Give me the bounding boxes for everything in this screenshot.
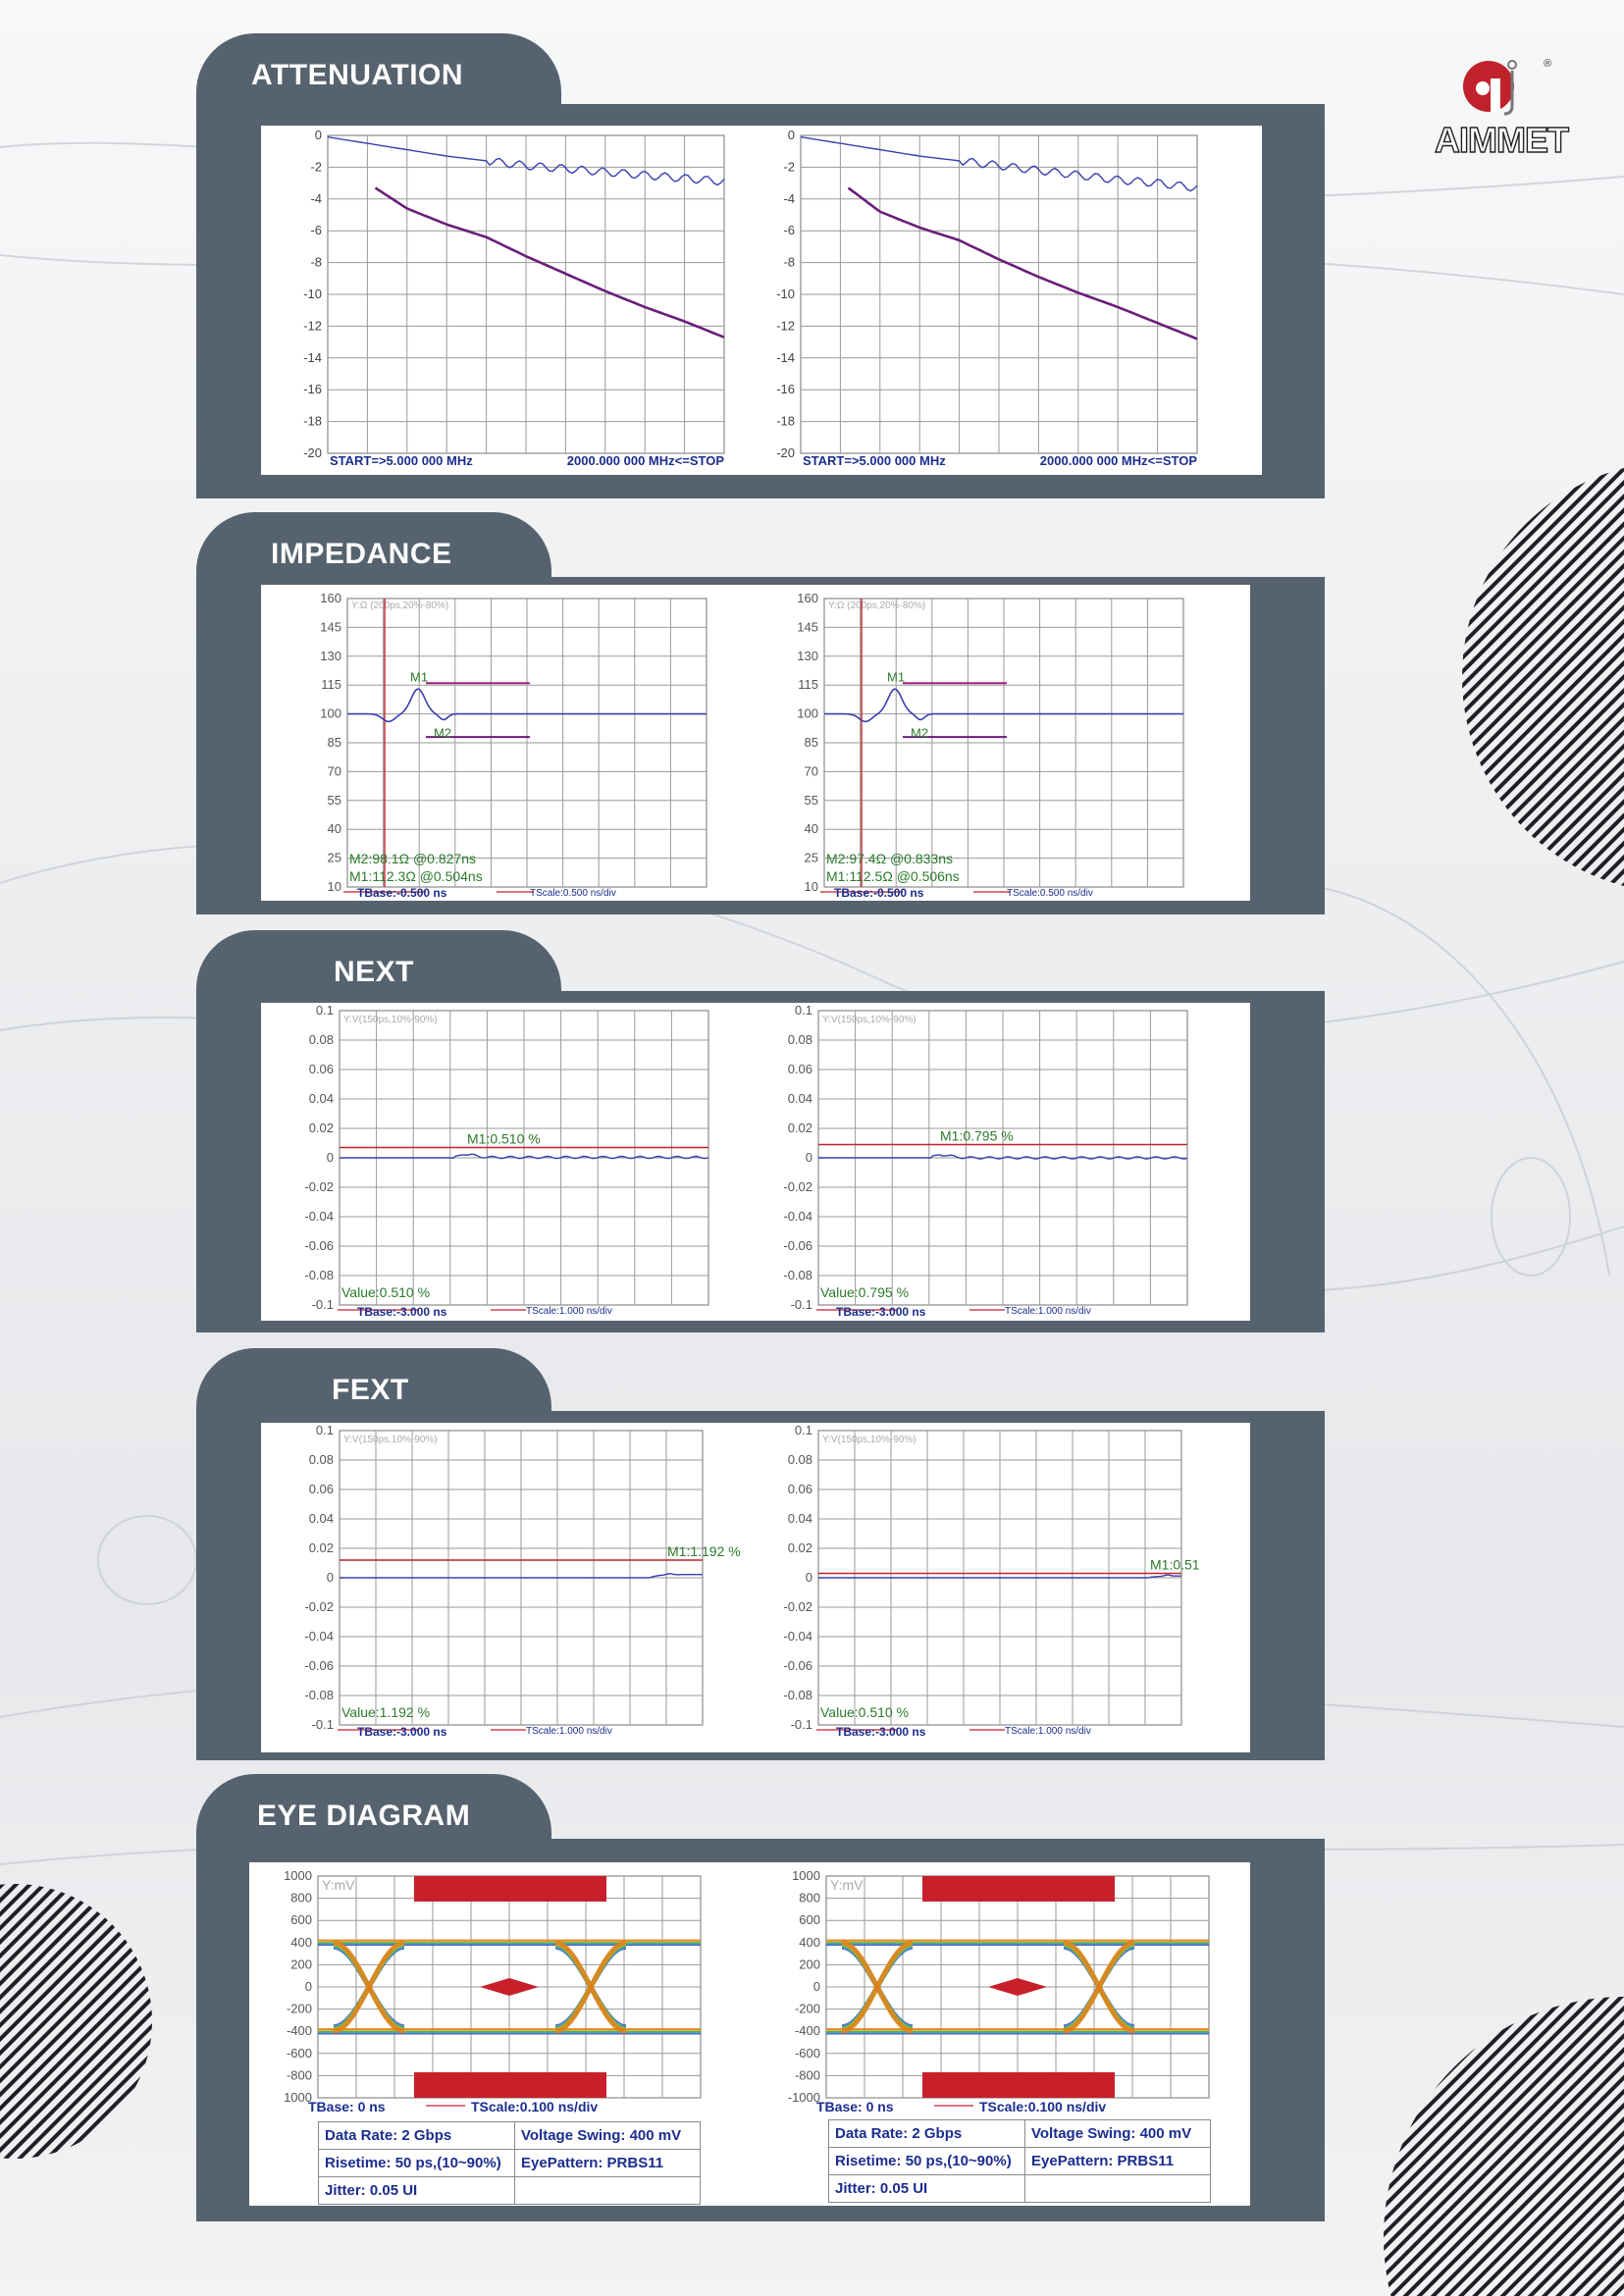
tscale-label: TScale:0.100 ns/div	[471, 2099, 599, 2114]
aimmet-logo	[1418, 49, 1585, 162]
y-tick-label: -0.02	[783, 1179, 812, 1194]
tbase-label: TBase:-3.000 ns	[357, 1305, 447, 1319]
marker-readout: M1:0.795 %	[940, 1127, 1014, 1144]
y-tick-label: 0	[812, 1979, 820, 1994]
marker-2-readout: M2:97.4Ω @0.833ns	[826, 851, 953, 866]
tscale-label: TScale:0.500 ns/div	[530, 888, 616, 899]
axis-header: Y:V(150ps,10%-90%)	[343, 1435, 438, 1445]
marker-2-label: M2	[911, 725, 929, 741]
jitter-value: 0.05 UI	[369, 2182, 418, 2199]
y-tick-label: 145	[797, 619, 818, 635]
y-tick-label: -0.06	[783, 1238, 812, 1253]
y-tick-label: -0.04	[783, 1629, 812, 1644]
eye-diagram-panel	[196, 1839, 1325, 2221]
y-tick-label: 800	[290, 1890, 312, 1905]
y-tick-label: 600	[290, 1912, 312, 1928]
y-tick-label: 200	[799, 1957, 820, 1972]
fext-section	[196, 1348, 1325, 1760]
y-tick-label: 0.04	[308, 1091, 334, 1106]
eyepattern-value: PRBS11	[1117, 2153, 1175, 2169]
y-tick-label: -0.04	[304, 1209, 334, 1224]
y-tick-label: 0.02	[308, 1121, 334, 1135]
y-tick-label: 160	[797, 591, 818, 605]
y-tick-label: -0.08	[304, 1268, 334, 1282]
y-tick-label: -6	[783, 223, 795, 238]
y-tick-label: -0.06	[304, 1658, 334, 1673]
axis-header: Y:V(150ps,10%-90%)	[343, 1015, 438, 1025]
data-rate-label: Data Rate:	[835, 2125, 909, 2142]
y-tick-label: 130	[797, 648, 818, 663]
impedance-section	[196, 512, 1325, 914]
y-tick-label: 100	[797, 705, 818, 721]
y-tick-label: 0.08	[308, 1032, 334, 1047]
y-tick-label: 85	[804, 735, 818, 750]
eye-params-table-right	[828, 2119, 1211, 2203]
tscale-label: TScale:1.000 ns/div	[1005, 1726, 1091, 1737]
value-readout: Value:0.510 %	[341, 1284, 431, 1300]
y-tick-label: 160	[320, 591, 341, 605]
y-tick-label: 115	[798, 677, 818, 693]
eye-mask-bottom	[922, 2072, 1115, 2098]
y-tick-label: -18	[776, 413, 795, 429]
y-tick-label: -8	[783, 254, 795, 270]
y-tick-label: -0.1	[790, 1297, 812, 1312]
axis-header: Y:Ω (200ps,20%-80%)	[351, 600, 449, 611]
jitter-label: Jitter:	[325, 2182, 366, 2199]
y-tick-label: 70	[804, 763, 818, 779]
y-tick-label: -8	[310, 254, 322, 270]
section-title: NEXT	[196, 930, 561, 1009]
axis-label: Y:mV	[830, 1877, 864, 1893]
y-tick-label: 0	[805, 1150, 812, 1165]
y-tick-label: 100	[320, 705, 341, 721]
tbase-label: TBase:-0.500 ns	[834, 886, 924, 900]
y-tick-label: 0.04	[787, 1091, 812, 1106]
y-tick-label: 600	[799, 1912, 820, 1928]
y-tick-label: -0.04	[783, 1209, 812, 1224]
risetime-value: 50 ps,(10~90%)	[905, 2153, 1012, 2169]
y-tick-label: -14	[303, 349, 322, 365]
tbase-label: TBase:-3.000 ns	[357, 1725, 447, 1739]
marker-readout: M1:0.51	[1150, 1556, 1200, 1573]
y-tick-label: 1000	[792, 1868, 820, 1883]
y-tick-label: 115	[321, 677, 341, 693]
y-tick-label: -0.02	[304, 1599, 334, 1614]
next-section	[196, 930, 1325, 1332]
eye-mask-bottom	[414, 2072, 606, 2098]
y-tick-label: 10	[327, 879, 341, 894]
y-tick-label: 1000	[284, 1868, 312, 1883]
svg-text:®: ®	[1544, 58, 1552, 70]
y-tick-label: -20	[776, 445, 795, 460]
jitter-value: 0.05 UI	[879, 2180, 928, 2197]
y-tick-label: 0.08	[308, 1452, 334, 1467]
marker-1-readout: M1:112.5Ω @0.506ns	[826, 868, 960, 884]
y-tick-label: 0.02	[787, 1540, 812, 1555]
fext-charts	[261, 1423, 1250, 1752]
axis-header: Y:V(150ps,10%-90%)	[822, 1015, 917, 1025]
tscale-label: TScale:1.000 ns/div	[526, 1726, 612, 1737]
section-title: FEXT	[196, 1348, 551, 1427]
voltage-swing-label: Voltage Swing:	[521, 2127, 626, 2144]
y-tick-label: 0.06	[787, 1062, 812, 1076]
y-tick-label: 0.1	[315, 1423, 334, 1437]
fext-plot-area	[261, 1423, 1250, 1752]
y-tick-label: 0.04	[787, 1511, 812, 1526]
y-tick-label: -1000	[787, 2090, 820, 2105]
y-tick-label: -20	[303, 445, 322, 460]
data-rate-value: 2 Gbps	[912, 2125, 963, 2142]
eye-params-table-left	[318, 2121, 701, 2205]
marker-readout: M1:0.510 %	[467, 1130, 541, 1147]
stripe-circle-decoration	[1462, 461, 1624, 893]
y-tick-label: -2	[783, 159, 795, 175]
next-plot-area	[261, 1003, 1250, 1321]
section-title: IMPEDANCE	[196, 512, 551, 591]
y-tick-label: 0.08	[787, 1452, 812, 1467]
y-tick-label: -0.06	[304, 1238, 334, 1253]
impedance-plot-area	[261, 585, 1250, 901]
y-tick-label: -16	[776, 382, 795, 397]
next-panel	[196, 991, 1325, 1332]
risetime-label: Risetime:	[835, 2153, 902, 2169]
y-tick-label: -0.1	[790, 1717, 812, 1732]
eye-mask-top	[414, 1876, 606, 1902]
section-title: EYE DIAGRAM	[196, 1774, 551, 1852]
value-readout: Value:0.795 %	[820, 1284, 910, 1300]
risetime-value: 50 ps,(10~90%)	[394, 2155, 501, 2171]
y-tick-label: -0.1	[311, 1717, 334, 1732]
eyepattern-value: PRBS11	[606, 2155, 664, 2171]
y-tick-label: -200	[286, 2001, 312, 2016]
section-title: ATTENUATION	[196, 33, 561, 112]
jitter-label: Jitter:	[835, 2180, 876, 2197]
y-tick-label: 25	[804, 850, 818, 865]
y-tick-label: -12	[303, 318, 322, 334]
y-tick-label: -600	[286, 2045, 312, 2061]
y-tick-label: -400	[794, 2023, 820, 2039]
stripe-circle-decoration	[1384, 1982, 1624, 2296]
attenuation-panel	[196, 104, 1325, 498]
y-tick-label: 0.02	[308, 1540, 334, 1555]
y-tick-label: -12	[776, 318, 795, 334]
y-tick-label: -16	[303, 382, 322, 397]
y-tick-label: -2	[310, 159, 322, 175]
y-tick-label: -10	[303, 287, 322, 301]
y-tick-label: 0.04	[308, 1511, 334, 1526]
tscale-label: TScale:0.500 ns/div	[1007, 888, 1093, 899]
impedance-charts	[261, 585, 1250, 901]
value-readout: Value:1.192 %	[341, 1704, 431, 1720]
voltage-swing-value: 400 mV	[629, 2127, 682, 2144]
tbase-label: TBase:-3.000 ns	[836, 1725, 926, 1739]
y-tick-label: -0.02	[304, 1179, 334, 1194]
marker-readout: M1:1.192 %	[667, 1543, 741, 1559]
y-tick-label: 0.1	[794, 1003, 812, 1018]
y-tick-label: -0.08	[304, 1688, 334, 1702]
y-tick-label: 0.06	[308, 1062, 334, 1076]
eye-diagram-section	[196, 1774, 1325, 2221]
axis-label: Y:mV	[322, 1877, 355, 1893]
fext-panel	[196, 1411, 1325, 1760]
y-tick-label: 0	[326, 1570, 334, 1585]
tscale-label: TScale:0.100 ns/div	[979, 2099, 1107, 2114]
y-tick-label: -0.08	[783, 1688, 812, 1702]
marker-2-readout: M2:98.1Ω @0.827ns	[349, 851, 476, 866]
attenuation-charts	[261, 126, 1262, 475]
y-tick-label: 0.02	[787, 1121, 812, 1135]
y-tick-label: 145	[320, 619, 341, 635]
y-tick-label: 70	[327, 763, 341, 779]
y-tick-label: -10	[776, 287, 795, 301]
logo-mark-icon	[1418, 49, 1585, 162]
eyepattern-label: EyePattern:	[1031, 2153, 1114, 2169]
y-tick-label: 85	[327, 735, 341, 750]
data-rate-label: Data Rate:	[325, 2127, 398, 2144]
y-tick-label: 0	[326, 1150, 334, 1165]
data-rate-value: 2 Gbps	[401, 2127, 452, 2144]
voltage-swing-label: Voltage Swing:	[1031, 2125, 1136, 2142]
eye-mask-center	[480, 1978, 539, 1996]
marker-1-label: M1	[410, 669, 429, 685]
y-tick-label: -4	[783, 190, 795, 206]
y-tick-label: 10	[804, 879, 818, 894]
y-tick-label: 200	[290, 1957, 312, 1972]
y-tick-label: -0.04	[304, 1629, 334, 1644]
y-tick-label: 0	[787, 128, 795, 142]
y-tick-label: 0	[805, 1570, 812, 1585]
tbase-label: TBase: 0 ns	[308, 2099, 386, 2114]
next-charts	[261, 1003, 1250, 1321]
tbase-label: TBase:-3.000 ns	[836, 1305, 926, 1319]
y-tick-label: 0.06	[787, 1482, 812, 1496]
eye-diagram-plot-area	[249, 1862, 1250, 2206]
axis-header: Y:Ω (200ps,20%-80%)	[828, 600, 926, 611]
y-tick-label: -18	[303, 413, 322, 429]
y-tick-label: -0.02	[783, 1599, 812, 1614]
y-tick-label: -14	[776, 349, 795, 365]
y-tick-label: -6	[310, 223, 322, 238]
y-tick-label: 40	[327, 821, 341, 837]
tbase-label: TBase: 0 ns	[816, 2099, 894, 2114]
tscale-label: TScale:1.000 ns/div	[1005, 1306, 1091, 1317]
y-tick-label: 0.06	[308, 1482, 334, 1496]
y-tick-label: -800	[794, 2067, 820, 2083]
attenuation-trace	[849, 188, 1198, 339]
risetime-label: Risetime:	[325, 2155, 392, 2171]
y-tick-label: 25	[327, 850, 341, 865]
attenuation-section	[196, 33, 1325, 498]
eye-mask-center	[988, 1978, 1047, 1996]
y-tick-label: -600	[794, 2045, 820, 2061]
eyepattern-label: EyePattern:	[521, 2155, 603, 2171]
y-tick-label: 0.08	[787, 1032, 812, 1047]
start-frequency-label: START=>5.000 000 MHz	[330, 453, 473, 468]
y-tick-label: 400	[290, 1934, 312, 1950]
y-tick-label: 55	[327, 792, 341, 808]
y-tick-label: -0.1	[311, 1297, 334, 1312]
stripe-circle-decoration	[0, 1884, 152, 2159]
y-tick-label: -800	[286, 2067, 312, 2083]
tbase-label: TBase:-0.500 ns	[357, 886, 447, 900]
y-tick-label: 800	[799, 1890, 820, 1905]
y-tick-label: -200	[794, 2001, 820, 2016]
marker-1-label: M1	[887, 669, 906, 685]
y-tick-label: -400	[286, 2023, 312, 2039]
start-frequency-label: START=>5.000 000 MHz	[803, 453, 946, 468]
svg-text:AIMMET: AIMMET	[1435, 120, 1568, 160]
eye-mask-top	[922, 1876, 1115, 1902]
y-tick-label: 130	[320, 648, 341, 663]
stop-frequency-label: 2000.000 000 MHz<=STOP	[1039, 453, 1197, 468]
y-tick-label: 40	[804, 821, 818, 837]
marker-1-readout: M1:112.3Ω @0.504ns	[349, 868, 483, 884]
y-tick-label: 400	[799, 1934, 820, 1950]
y-tick-label: 0.1	[315, 1003, 334, 1018]
attenuation-plot-area	[261, 126, 1262, 475]
stop-frequency-label: 2000.000 000 MHz<=STOP	[566, 453, 724, 468]
y-tick-label: -4	[310, 190, 322, 206]
voltage-swing-value: 400 mV	[1139, 2125, 1192, 2142]
impedance-panel	[196, 577, 1325, 914]
y-tick-label: 55	[804, 792, 818, 808]
axis-header: Y:V(150ps,10%-90%)	[822, 1435, 917, 1445]
y-tick-label: 1000	[284, 2090, 312, 2105]
y-tick-label: 0.1	[794, 1423, 812, 1437]
y-tick-label: 0	[304, 1979, 312, 1994]
y-tick-label: -0.06	[783, 1658, 812, 1673]
y-tick-label: 0	[314, 128, 322, 142]
value-readout: Value:0.510 %	[820, 1704, 910, 1720]
y-tick-label: -0.08	[783, 1268, 812, 1282]
tscale-label: TScale:1.000 ns/div	[526, 1306, 612, 1317]
marker-2-label: M2	[434, 725, 452, 741]
